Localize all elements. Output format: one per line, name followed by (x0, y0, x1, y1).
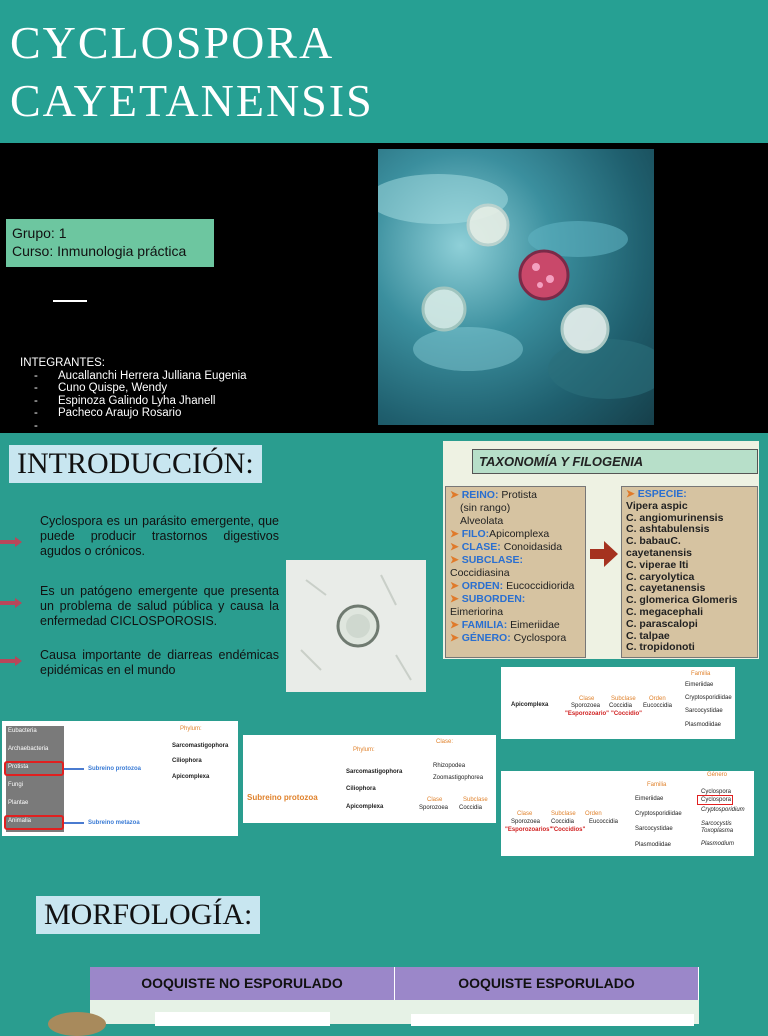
bullet-arrow-icon (0, 537, 22, 547)
species-key: ➤ ESPECIE: (626, 489, 753, 501)
tax-row: ➤ GÉNERO: Cyclospora (450, 632, 581, 645)
taxonomy-ranks (445, 486, 586, 658)
tax-row: ➤ REINO: Protista (450, 489, 581, 502)
cell-no-esporulado (90, 1000, 395, 1024)
taxonomy-card (443, 441, 759, 659)
col-no-esporulado: OOQUISTE NO ESPORULADO (90, 967, 395, 1000)
tax-row: (sin rango) Alveolata (460, 502, 511, 527)
kingdoms-diagram: Eubacteria Archaebacteria Protista Fungi Plantae Animalia Phylum: Subreino protozoa Subreino metazoa Sarcomastigophora Ciliophora Apicomplexa (2, 721, 238, 836)
intro-paragraph-2: Es un patógeno emergente que presenta un problema de salud pública y causa la enfermedad CICLOSPOROSIS. (40, 584, 279, 628)
members-header: INTEGRANTES: (20, 357, 105, 369)
title-line-1: CYCLOSPORA (10, 17, 335, 68)
bullet-arrow-icon (0, 656, 22, 666)
apicomplexa-diagram: Apicomplexa Clase Subclase Orden Sporozoea Coccidia Eucoccidia "Esporozoario" "Coccidio" Familia Eimeriidae Cryptosporidiidae Sarcocystidae Plasmodiidae (501, 667, 735, 739)
morph-heading: MORFOLOGÍA: (36, 896, 260, 934)
tax-row: ➤ SUBCLASE: Coccidiasina (450, 554, 581, 580)
morph-table (90, 967, 699, 1024)
members-list (20, 370, 247, 420)
taxonomy-species: ➤ ESPECIE: Vipera aspic C. angiomurinensis C. ashtabulensis C. babauC. cayetanensis C. viperae Iti C. caryolytica C. cayetanensis C. glomerica Glomeris C. megacephali C. parascalopi C. talpae C. tropidonoti (621, 486, 758, 658)
oocyst-photo-drawing (286, 560, 426, 692)
tax-row: ➤ CLASE: Conoidasida (450, 541, 581, 554)
tax-row: ➤ FAMILIA: Eimeriidae (450, 619, 581, 632)
intro-paragraph-3: Causa importante de diarreas endémicas epidémicas en el mundo (40, 648, 279, 677)
title-band (0, 0, 768, 143)
intro-heading: INTRODUCCIÓN: (9, 445, 262, 483)
tax-row: ➤ SUBORDEN: Eimeriorina (450, 593, 581, 619)
member-item: - Espinoza Galindo Lyha Jhanell (20, 395, 247, 408)
member-item: - Aucallanchi Herrera Julliana Eugenia (20, 370, 247, 383)
protozoa-diagram: Phylum: Clase: Subreino protozoa Sarcomastigophora Ciliophora Apicomplexa Rhizopodea Zoomastigophorea Clase Subclase Sporozoea Coccidia (243, 735, 496, 823)
col-esporulado: OOQUISTE ESPORULADO (395, 967, 699, 1000)
member-item: - Cuno Quispe, Wendy (20, 382, 247, 395)
tax-row: ➤ ORDEN: Eucoccidiorida (450, 580, 581, 593)
member-item: - Pacheco Araujo Rosario (20, 407, 247, 420)
title-line-2: CAYETANENSIS (10, 75, 374, 126)
course-label: Curso: Inmunologia práctica (12, 243, 187, 259)
taxonomy-title: TAXONOMÍA Y FILOGENIA (472, 449, 758, 474)
intro-paragraph-1: Cyclospora es un parásito emergente, que puede producir trastornos digestivos agudos o crónicos. (40, 514, 279, 558)
cell-esporulado (395, 1000, 699, 1024)
oocyst-photo (286, 560, 426, 692)
micrograph-drawing (378, 149, 654, 425)
group-box (6, 219, 214, 267)
group-label: Grupo: 1 (12, 225, 67, 241)
bullet-arrow-icon (0, 598, 22, 608)
genus-diagram: Familia Género Clase Subclase Orden Sporozoea Coccidia Eucoccidia "Esporozoarios" "Coccidios" Eimeriidae Cryptosporidiidae Sarcocystidae Plasmodiidae Cyclospora Cyclospora Cryptosporidium Sarcocystis Toxoplasma Plasmodium (501, 771, 754, 856)
oocyst-thumbnail (48, 1012, 106, 1036)
tax-row: ➤ FILO:Apicomplexa (450, 528, 581, 541)
oocyst-micrograph (378, 149, 654, 425)
right-arrow-icon (590, 541, 618, 567)
divider (53, 300, 87, 302)
members-block (20, 357, 247, 420)
